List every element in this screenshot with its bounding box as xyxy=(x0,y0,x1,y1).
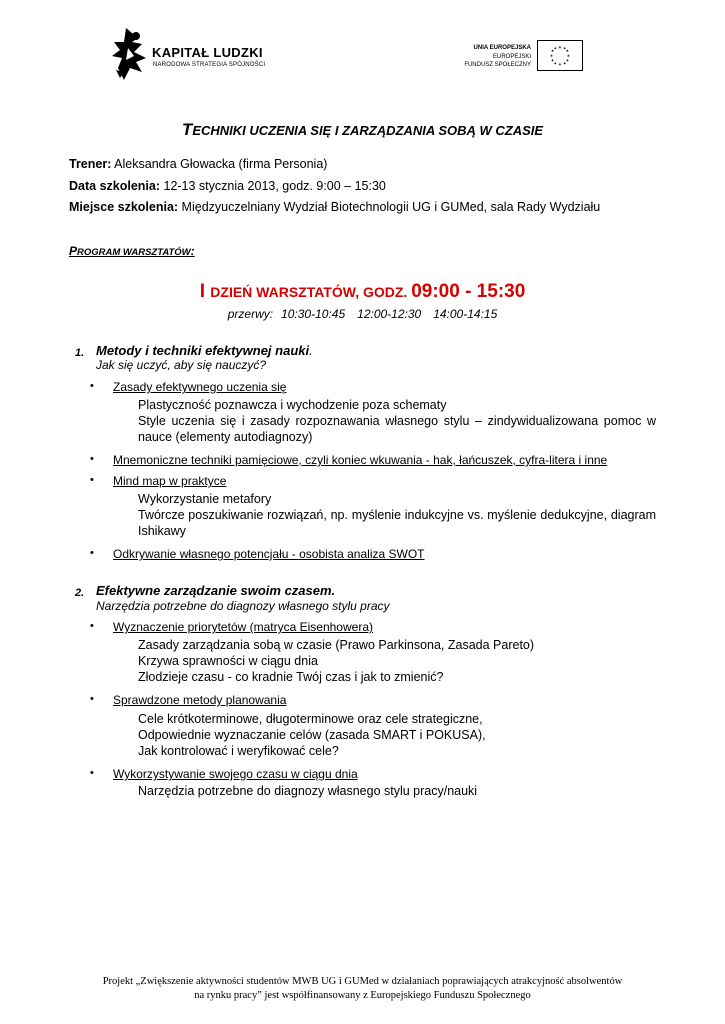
bullet-icon: • xyxy=(90,620,94,632)
logo-name: KAPITAŁ LUDZKI xyxy=(152,45,263,60)
section-1-item-4-label: Odkrywanie własnego potencjału - osobista analiza SWOT xyxy=(113,547,425,561)
svg-text:★: ★ xyxy=(562,61,567,66)
kapital-ludzki-logo-icon xyxy=(112,28,156,80)
program-initial: P xyxy=(69,244,78,258)
section-2-item-1-label: Wyznaczenie priorytetów (matryca Eisenhowera) xyxy=(113,620,373,634)
section-2-item-2-label: Sprawdzone metody planowania xyxy=(113,693,287,707)
section-2-item-3-line-1: Narzędzia potrzebne do diagnozy własnego stylu pracy/nauki xyxy=(138,784,478,798)
program-colon: : xyxy=(190,244,195,258)
svg-text:★: ★ xyxy=(550,49,555,54)
place-line xyxy=(69,200,600,214)
breaks-label: przerwy: xyxy=(227,307,274,321)
section-2-title: Efektywne zarządzanie swoim czasem. xyxy=(96,583,336,598)
break-3: 14:00-14:15 xyxy=(433,307,498,321)
section-1-item-1-line-2: Style uczenia się i zasady rozpoznawania własnego stylu – zindywidualizowana pomoc w nauce (elementy autodiagnozy) xyxy=(138,414,656,444)
section-2-item-1-line-1: Zasady zarządzania sobą w czasie (Prawo Parkinsona, Zasada Pareto) xyxy=(138,638,535,652)
section-2-item-2-line-3: Jak kontrolować i weryfikować cele? xyxy=(138,744,339,758)
section-1-title xyxy=(96,343,313,358)
bullet-icon: • xyxy=(90,474,94,486)
section-2-item-1-line-3: Złodzieje czasu - co kradnie Twój czas i jak to zmienić? xyxy=(138,670,444,684)
svg-text:★: ★ xyxy=(550,58,555,63)
svg-text:★: ★ xyxy=(553,46,558,51)
day-heading xyxy=(0,281,725,303)
section-1-number: 1. xyxy=(75,347,85,359)
svg-text:★: ★ xyxy=(553,61,558,66)
section-1-title-text: Metody i techniki efektywnej nauki xyxy=(96,343,310,358)
eu-label xyxy=(442,44,531,70)
svg-text:★: ★ xyxy=(565,58,570,63)
section-2-item-2-line-2: Odpowiednie wyznaczanie celów (zasada SMART i POKUSA), xyxy=(138,728,486,742)
trainer-line xyxy=(69,157,327,171)
svg-text:★: ★ xyxy=(549,53,554,58)
title-rest: ECHNIKI UCZENIA SIĘ I ZARZĄDZANIA SOBĄ W CZASIE xyxy=(192,123,544,138)
section-1-item-3-line-2: Twórcze poszukiwanie rozwiązań, np. myślenie indukcyjne vs. myślenie dedukcyjne, diagram Ishikawy xyxy=(138,508,656,538)
eu-flag-icon xyxy=(537,40,583,71)
footer-line-1: Projekt „Zwiększenie aktywności studentów MWB UG i GUMed w działaniach poprawiających atrakcyjność absolwentów xyxy=(102,976,623,987)
bullet-icon: • xyxy=(90,453,94,465)
bullet-icon: • xyxy=(90,547,94,559)
svg-text:★: ★ xyxy=(566,53,571,58)
section-1-item-3-line-1: Wykorzystanie metafory xyxy=(138,492,272,506)
section-2-item-1-line-2: Krzywa sprawności w ciągu dnia xyxy=(138,654,318,668)
day-label: DZIEŃ WARSZTATÓW, GODZ. xyxy=(210,284,412,300)
section-2-number: 2. xyxy=(75,587,85,599)
section-1-item-2-label: Mnemoniczne techniki pamięciowe, czyli koniec wkuwania - hak, łańcuszek, cyfra-litera i inne xyxy=(113,453,608,467)
section-1-item-1-line-1: Plastyczność poznawcza i wychodzenie poza schematy xyxy=(138,398,447,412)
eu-line-2: EUROPEJSKI xyxy=(492,53,531,60)
section-2-item-3-label: Wykorzystywanie swojego czasu w ciągu dnia xyxy=(113,767,358,781)
date-line xyxy=(69,179,386,193)
section-1-item-1-label: Zasady efektywnego uczenia się xyxy=(113,380,287,394)
date-value: 12-13 stycznia 2013, godz. 9:00 – 15:30 xyxy=(160,179,386,193)
place-value: Międzyuczelniany Wydział Biotechnologii UG i GUMed, sala Rady Wydziału xyxy=(178,200,601,214)
section-1-subtitle: Jak się uczyć, aby się nauczyć? xyxy=(96,358,267,372)
bullet-icon: • xyxy=(90,380,94,392)
footer xyxy=(60,975,665,1003)
page-title xyxy=(0,120,725,140)
bullet-icon: • xyxy=(90,767,94,779)
break-1: 10:30-10:45 xyxy=(281,307,346,321)
place-label: Miejsce szkolenia: xyxy=(69,200,179,214)
trainer-label: Trener: xyxy=(69,157,112,171)
eu-line-1: UNIA EUROPEJSKA xyxy=(473,45,531,51)
logo-subtitle: NARODOWA STRATEGIA SPÓJNOŚCI xyxy=(153,62,266,68)
section-1-title-dot: . xyxy=(309,343,313,358)
footer-line-2: na rynku pracy” jest współfinansowany z Europejskiego Funduszu Społecznego xyxy=(194,990,531,1001)
breaks-line xyxy=(0,307,725,321)
svg-text:★: ★ xyxy=(558,62,562,67)
day-roman: I xyxy=(199,281,211,302)
program-rest: ROGRAM WARSZTATÓW xyxy=(77,247,191,258)
trainer-value: Aleksandra Głowacka (firma Personia) xyxy=(111,157,328,171)
svg-text:★: ★ xyxy=(558,45,562,50)
date-label: Data szkolenia: xyxy=(69,179,161,193)
section-2-item-2-line-1: Cele krótkoterminowe, długoterminowe oraz cele strategiczne, xyxy=(138,712,483,726)
svg-text:★: ★ xyxy=(565,49,570,54)
section-2-subtitle: Narzędzia potrzebne do diagnozy własnego stylu pracy xyxy=(96,599,390,613)
bullet-icon: • xyxy=(90,693,94,705)
eu-line-3: FUNDUSZ SPOŁECZNY xyxy=(464,62,531,68)
title-initial: T xyxy=(181,120,193,139)
section-1-item-3-label: Mind map w praktyce xyxy=(113,474,227,488)
program-heading xyxy=(69,244,195,258)
break-2: 12:00-12:30 xyxy=(357,307,422,321)
day-hours: 09:00 - 15:30 xyxy=(411,281,526,302)
svg-text:★: ★ xyxy=(562,46,567,51)
